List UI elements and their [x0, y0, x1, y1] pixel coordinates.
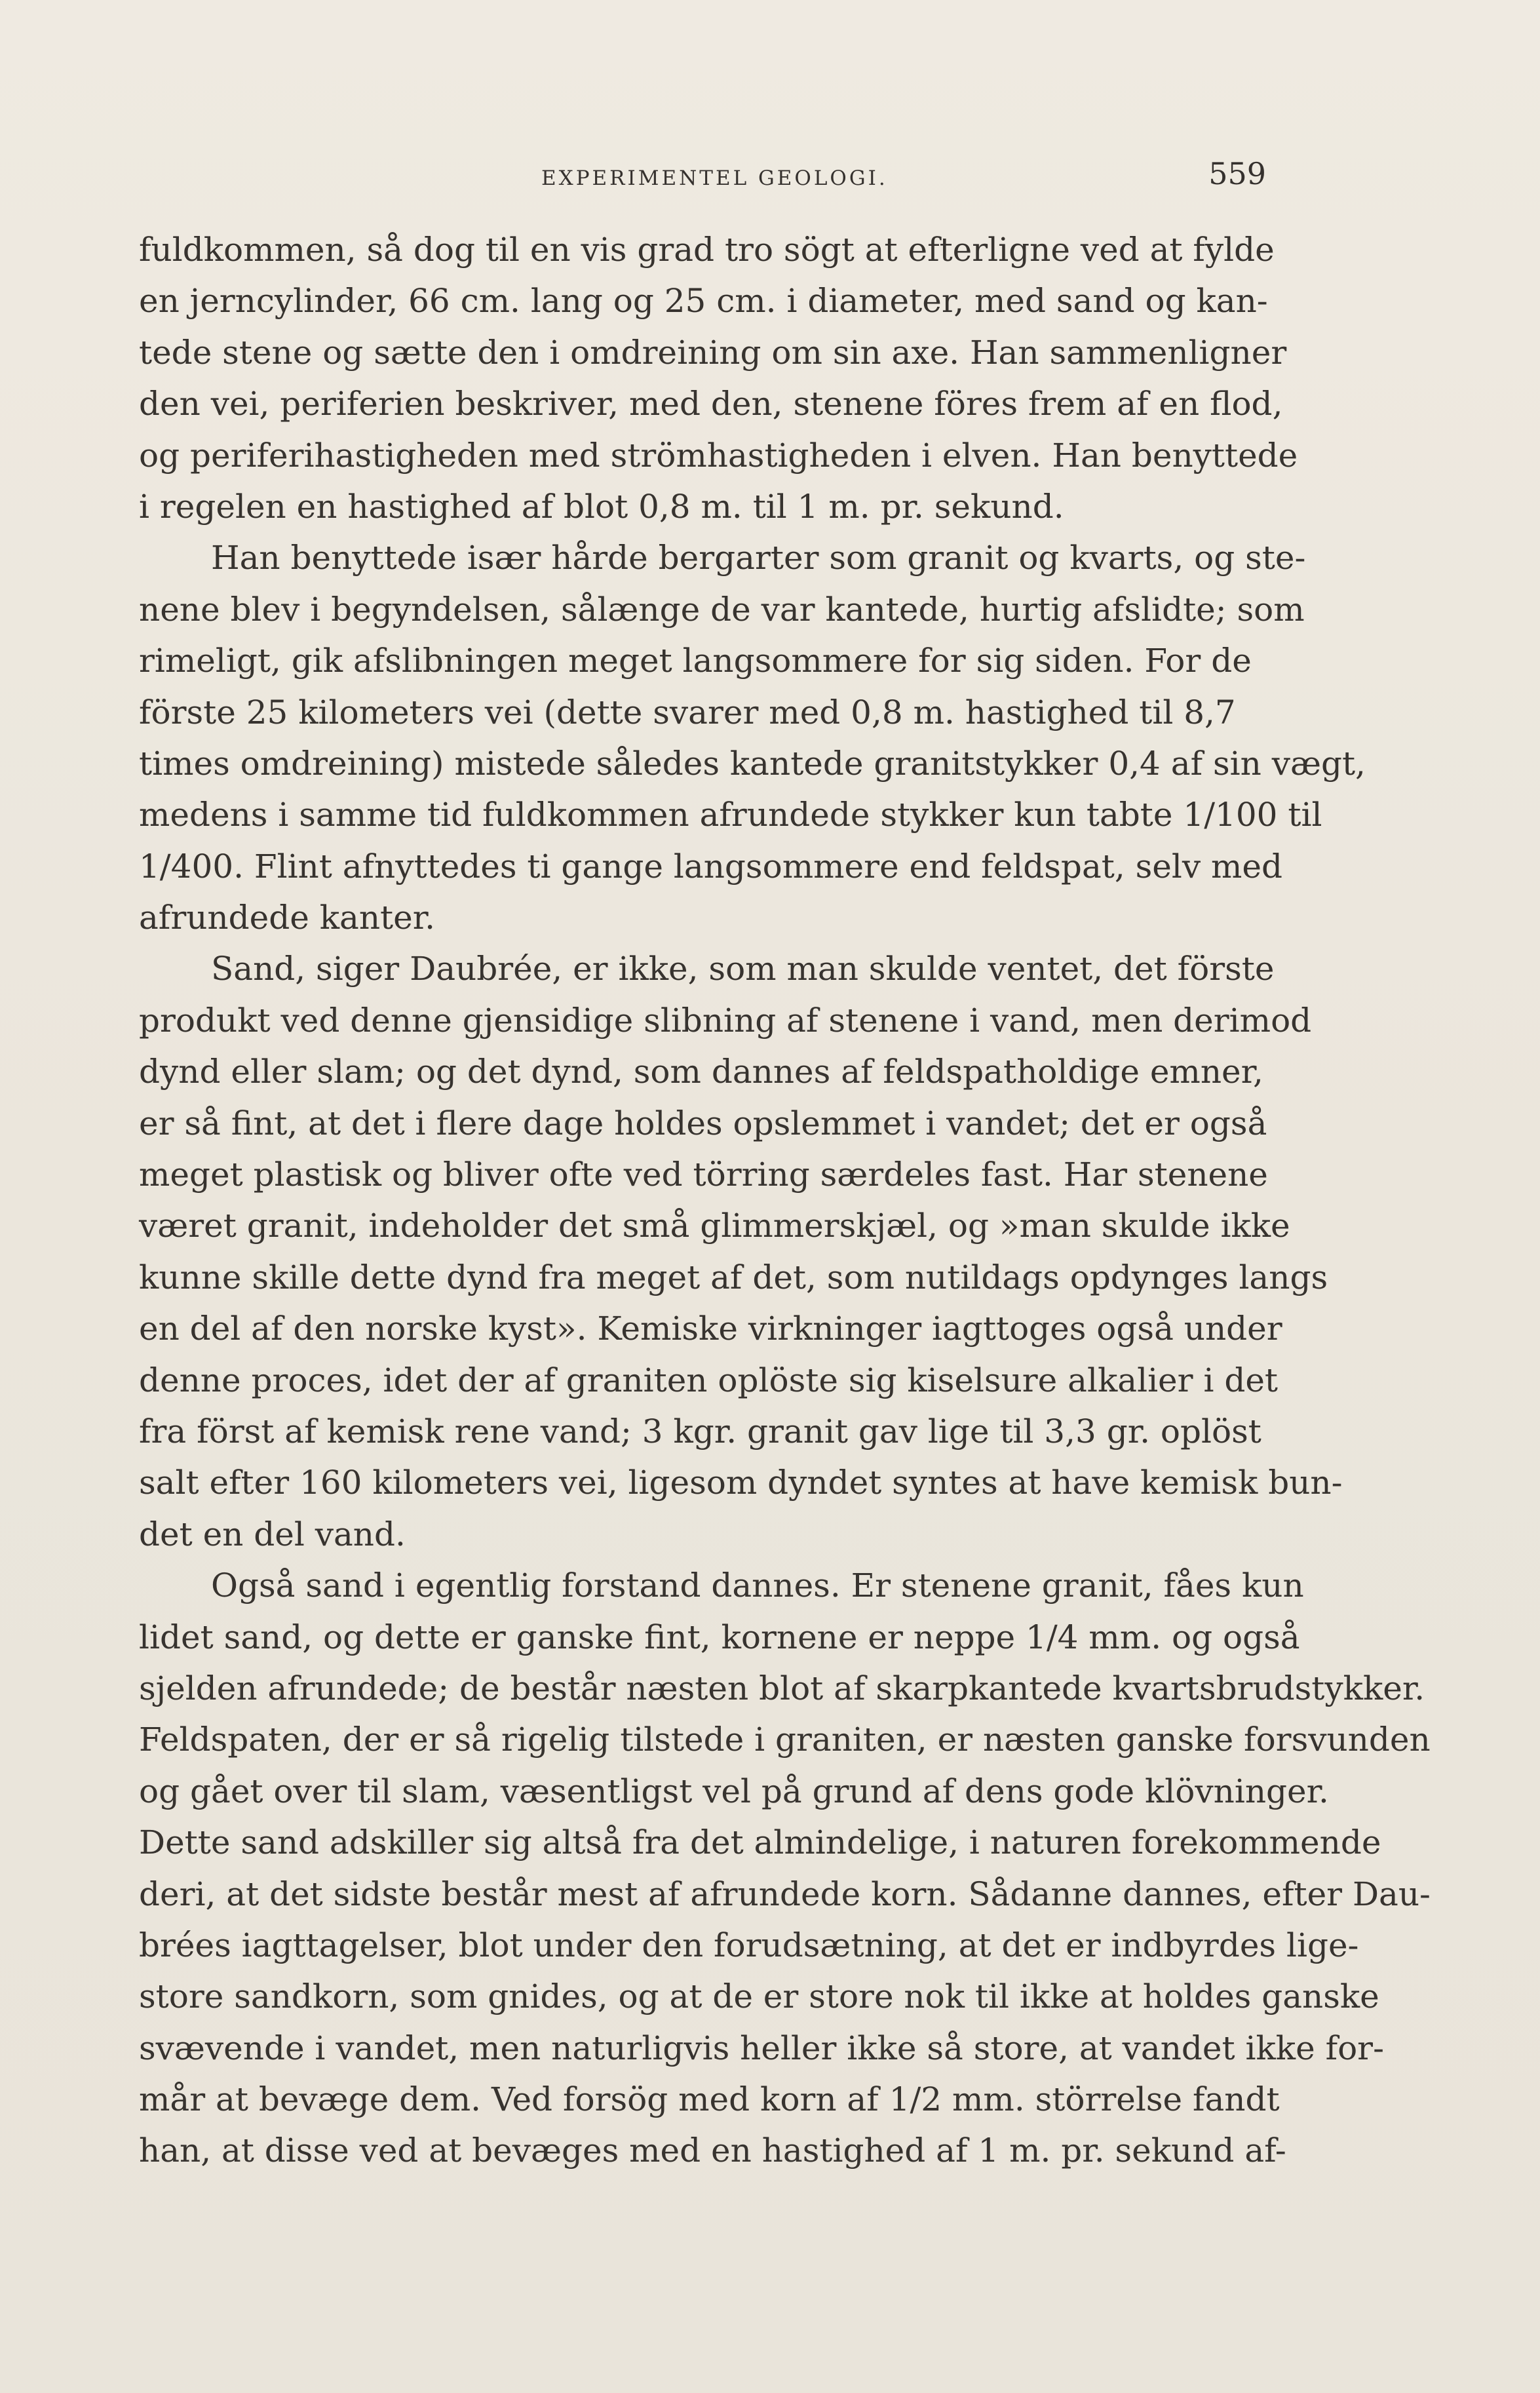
text-line: det en del vand. [139, 1515, 406, 1553]
text-line: meget plastisk og bliver ofte ved törring særdeles fast. Har stenene [139, 1156, 1268, 1194]
text-line: dynd eller slam; og det dynd, som dannes af feldspatholdige emner, [139, 1053, 1263, 1091]
text-line: en del af den norske kyst». Kemiske virkninger iagttoges også under [139, 1310, 1282, 1348]
paragraph-start-line: Også sand i egentlig forstand dannes. Er stenene granit, fåes kun [211, 1566, 1304, 1605]
text-line: förste 25 kilometers vei (dette svarer med 0,8 m. hastighed til 8,7 [139, 693, 1236, 731]
text-line: og periferihastigheden med strömhastigheden i elven. Han benyttede [139, 436, 1298, 475]
text-line: fra först af kemisk rene vand; 3 kgr. granit gav lige til 3,3 gr. oplöst [139, 1412, 1261, 1450]
text-line: produkt ved denne gjensidige slibning af stenene i vand, men derimod [139, 1001, 1312, 1040]
text-line: rimeligt, gik afslibningen meget langsommere for sig siden. For de [139, 642, 1252, 680]
page-header [139, 156, 1266, 202]
text-line: tede stene og sætte den i omdreining om sin axe. Han sammenligner [139, 333, 1287, 372]
text-line: 1/400. Flint afnyttedes ti gange langsommere end feldspat, selv med [139, 847, 1283, 885]
text-line: sjelden afrundede; de består næsten blot af skarpkantede kvartsbrudstykker. [139, 1669, 1425, 1707]
text-line: han, at disse ved at bevæges med en hastighed af 1 m. pr. sekund af- [139, 2131, 1286, 2170]
body-text [139, 224, 1431, 2177]
text-line: nene blev i begyndelsen, sålænge de var kantede, hurtig afslidte; som [139, 590, 1305, 629]
text-line: været granit, indeholder det små glimmerskjæl, og »man skulde ikke [139, 1207, 1290, 1245]
paragraph-start-line: Han benyttede især hårde bergarter som granit og kvarts, og ste- [211, 539, 1306, 577]
text-line: mår at bevæge dem. Ved forsög med korn af 1/2 mm. störrelse fandt [139, 2080, 1280, 2119]
text-line: og gået over til slam, væsentligst vel på grund af dens gode klövninger. [139, 1772, 1329, 1810]
paragraph-start-line: Sand, siger Daubrée, er ikke, som man skulde ventet, det förste [211, 950, 1275, 988]
text-line: denne proces, idet der af graniten oplöste sig kiselsure alkalier i det [139, 1361, 1279, 1399]
text-line: store sandkorn, som gnides, og at de er store nok til ikke at holdes ganske [139, 1977, 1379, 2016]
text-line: Dette sand adskiller sig altså fra det almindelige, i naturen forekommende [139, 1823, 1381, 1862]
running-title: EXPERIMENTEL GEOLOGI. [541, 166, 888, 190]
text-line: salt efter 160 kilometers vei, ligesom dyndet syntes at have kemisk bun- [139, 1464, 1343, 1502]
text-line: en jerncylinder, 66 cm. lang og 25 cm. i diameter, med sand og kan- [139, 282, 1268, 321]
text-line: i regelen en hastighed af blot 0,8 m. til 1 m. pr. sekund. [139, 487, 1064, 526]
text-line: deri, at det sidste består mest af afrundede korn. Sådanne dannes, efter Dau- [139, 1875, 1431, 1913]
text-line: brées iagttagelser, blot under den forudsætning, at det er indbyrdes lige- [139, 1926, 1359, 1964]
text-line: medens i samme tid fuldkommen afrundede stykker kun tabte 1/100 til [139, 796, 1322, 834]
text-line: svævende i vandet, men naturligvis heller ikke så store, at vandet ikke for- [139, 2029, 1384, 2067]
text-line: fuldkommen, så dog til en vis grad tro sögt at efterligne ved at fylde [139, 231, 1275, 269]
page-number: 559 [1208, 156, 1266, 191]
text-line: afrundede kanter. [139, 899, 436, 937]
text-line: Feldspaten, der er så rigelig tilstede i graniten, er næsten ganske forsvunden [139, 1721, 1431, 1759]
text-line: lidet sand, og dette er ganske fint, kornene er neppe 1/4 mm. og også [139, 1618, 1300, 1656]
text-line: kunne skille dette dynd fra meget af det, som nutildags opdynges langs [139, 1258, 1328, 1296]
text-line: times omdreining) mistede således kantede granitstykker 0,4 af sin vægt, [139, 744, 1366, 783]
text-line: er så fint, at det i flere dage holdes opslemmet i vandet; det er også [139, 1104, 1267, 1142]
text-line: den vei, periferien beskriver, med den, stenene föres frem af en flod, [139, 385, 1283, 423]
